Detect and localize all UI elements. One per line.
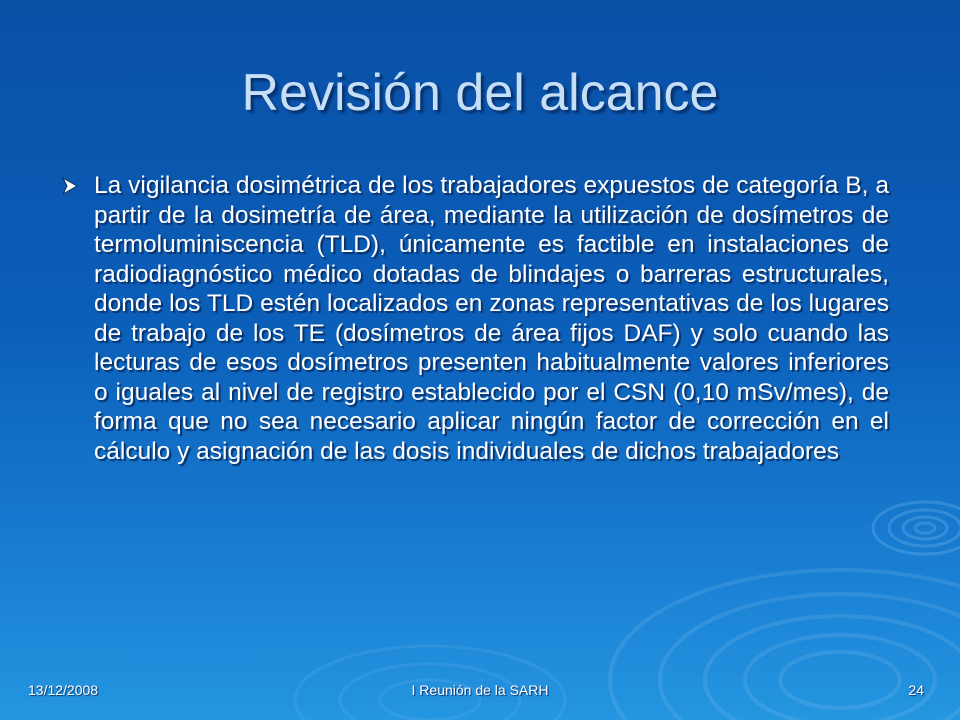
slide-title: Revisión del alcance	[241, 64, 719, 122]
arrow-bullet-icon	[60, 176, 80, 196]
footer-date: 13/12/2008	[28, 682, 99, 698]
page-number: 24	[908, 682, 924, 698]
footer-event-name: I Reunión de la SARH	[411, 682, 549, 698]
bullet-text: La vigilancia dosimétrica de los trabajadores expuestos de categoría B, a partir de la dosimetría de área, mediante la utilización de dosímetros de termoluminiscencia (TLD), únicamente es factible en instalaciones de radiodiagnóstico médico dotadas de blindajes o barreras estructurales, donde los TLD estén localizados en zonas representativas de los lugares de trabajo de los TE (dosímetros de área fijos DAF) y solo cuando las lecturas de esos dosímetros presenten habitualmente valores inferiores o iguales al nivel de registro establecido por el CSN (0,10 mSv/mes), de forma que no sea necesario aplicar ningún factor de corrección en el cálculo y asignación de las dosis individuales de dichos trabajadores	[94, 172, 889, 465]
